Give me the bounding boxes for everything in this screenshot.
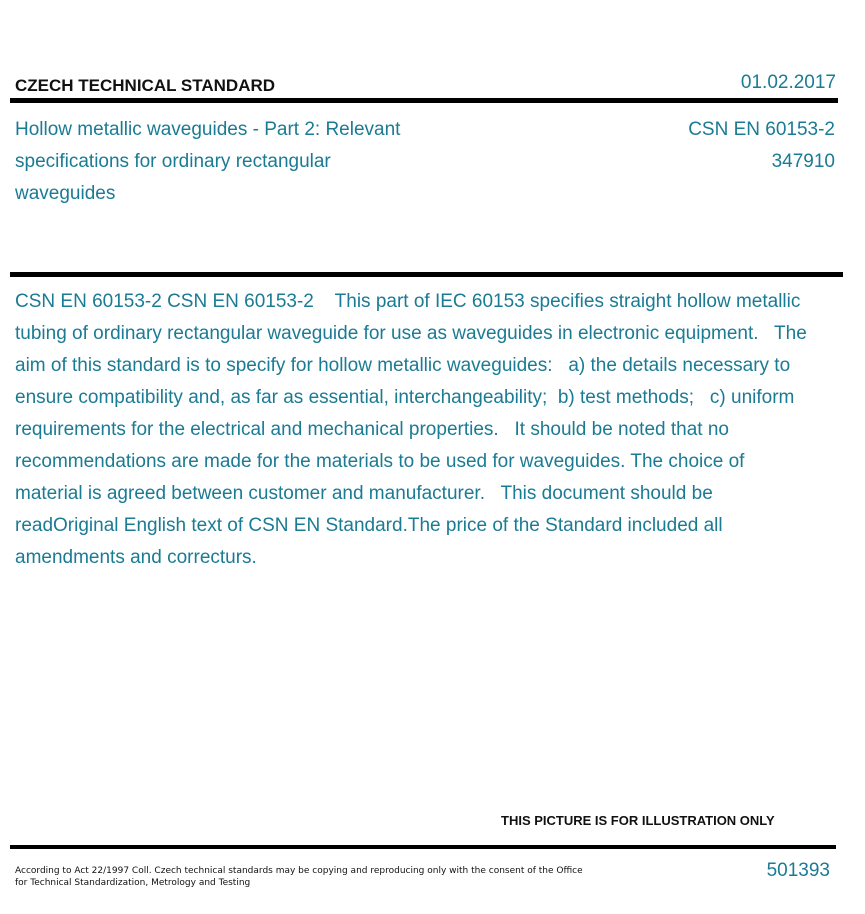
document-code: 501393 [766,860,830,881]
illustration-note: THIS PICTURE IS FOR ILLUSTRATION ONLY [501,813,775,828]
legal-note: According to Act 22/1997 Coll. Czech technical standards may be copying and reproducing only with the consent of the Office for Technical Standardization, Metrology and Testing [15,866,583,888]
title-divider [10,272,843,277]
footer-divider [10,845,836,849]
publication-date: 01.02.2017 [740,72,836,93]
standard-title: Hollow metallic waveguides - Part 2: Relevant specifications for ordinary rectangular waveguides [15,119,401,204]
standard-number: CSN EN 60153-2 [688,119,835,140]
catalog-number: 347910 [771,151,835,172]
standard-identifiers [688,114,835,178]
header-divider [10,98,838,103]
standard-abstract: CSN EN 60153-2 CSN EN 60153-2 This part of IEC 60153 specifies straight hollow metallic tubing of ordinary rectangular waveguide for use as waveguides in electronic equipment. The aim of this standard is to specify for hollow metallic waveguides: a) the details necessary to ensure compatibility and, as far as essential, interchangeability; b) test methods; c) uniform requirements for the electrical and mechanical properties. It should be noted that no recommendations are made for the materials to be used for waveguides. The choice of material is agreed between customer and manufacturer. This document should be readOriginal English text of CSN EN Standard.The price of the Standard included all amendments and correcturs. [15,291,813,568]
document-category: CZECH TECHNICAL STANDARD [15,76,276,95]
